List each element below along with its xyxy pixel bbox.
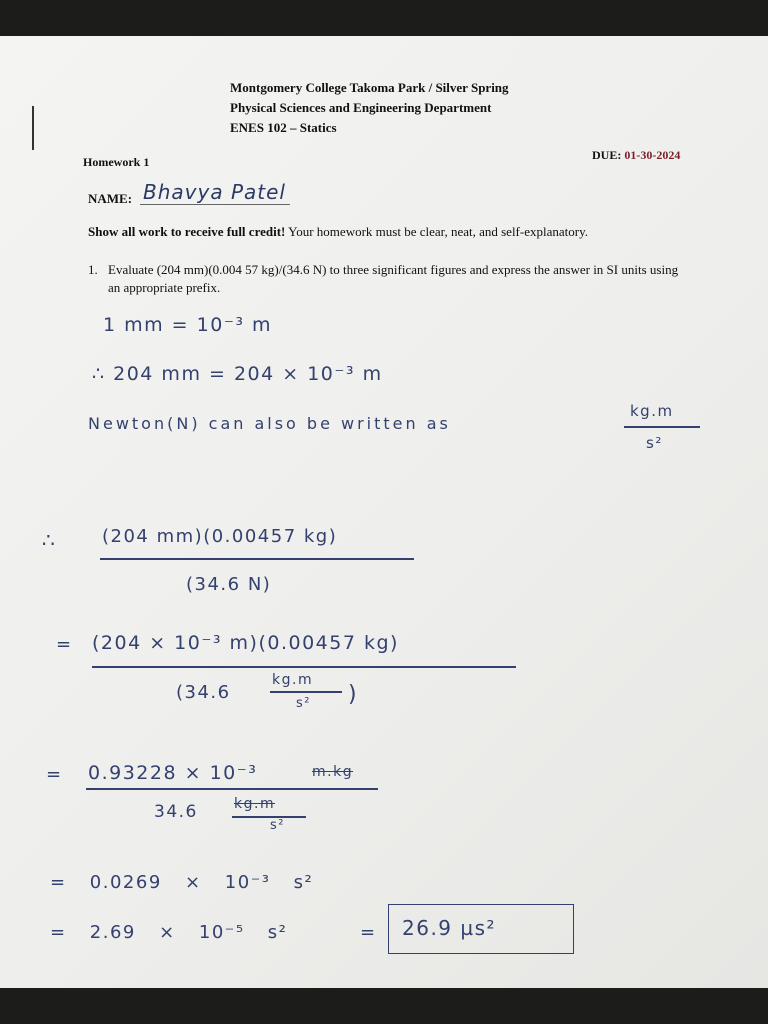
fraction1-numerator: (204 mm)(0.00457 kg) (102, 526, 338, 547)
newton-fraction-bar (624, 426, 700, 428)
fraction3-denominator-units-denominator: s² (270, 818, 285, 833)
college-name: Montgomery College Takoma Park / Silver Spring (230, 80, 509, 95)
question-text: Evaluate (204 mm)(0.004 57 kg)/(34.6 N) to three significant figures and express the answer in SI units using an appropriate prefix. (108, 262, 679, 295)
pen-mark (32, 106, 34, 150)
homework-title: Homework 1 (83, 155, 150, 169)
fraction2-numerator: (204 × 10⁻³ m)(0.00457 kg) (92, 632, 399, 654)
name-underline (140, 204, 290, 205)
newton-units-denominator: s² (646, 434, 663, 452)
fraction2-denominator-close: ) (348, 682, 359, 707)
work-line-converted: ∴ 204 mm = 204 × 10⁻³ m (92, 363, 383, 385)
fraction3-units-bar (232, 816, 306, 818)
document-header (230, 78, 509, 138)
final-answer: 26.9 µs² (402, 916, 497, 940)
instructions-rest: Your homework must be clear, neat, and self-explanatory. (285, 224, 588, 239)
fraction1-denominator: (34.6 N) (186, 574, 272, 595)
homework-sheet (0, 36, 768, 988)
instructions (88, 224, 588, 240)
final-equals: = (360, 922, 377, 943)
due-label: DUE: (592, 148, 622, 162)
fraction3-denominator: 34.6 (154, 802, 198, 822)
work-line-conversion: 1 mm = 10⁻³ m (103, 314, 273, 336)
instructions-bold: Show all work to receive full credit! (88, 224, 286, 239)
fraction2-denominator-value: (34.6 (176, 682, 231, 703)
fraction3-bar (86, 788, 378, 790)
fraction2-bar (92, 666, 516, 668)
fraction2-denominator-units-denominator: s² (296, 696, 311, 711)
fraction1-bar (100, 558, 414, 560)
fraction3-numerator: 0.93228 × 10⁻³ (88, 762, 258, 784)
name-label: NAME: (88, 191, 133, 206)
newton-units-numerator: kg.m (630, 402, 674, 420)
fraction3-denominator-units-numerator: kg.m (234, 796, 276, 812)
student-name: Bhavya Patel (143, 180, 286, 204)
therefore-symbol: ∴ (42, 528, 57, 552)
work-line-newton: Newton(N) can also be written as (88, 414, 451, 433)
fraction2-denominator-units-numerator: kg.m (272, 672, 314, 688)
department-name: Physical Sciences and Engineering Department (230, 100, 492, 115)
work-line-scientific: = 2.69 × 10⁻⁵ s² (50, 922, 288, 943)
fraction2-units-bar (270, 691, 342, 693)
question-number: 1. (88, 262, 98, 277)
fraction2-equals: = (56, 634, 73, 655)
course-name: ENES 102 – Statics (230, 120, 337, 135)
due-date (592, 148, 680, 163)
fraction3-numerator-units: m.kg (312, 764, 354, 780)
fraction3-equals: = (46, 764, 63, 785)
due-date-value: 01-30-2024 (624, 148, 681, 162)
work-line-result: = 0.0269 × 10⁻³ s² (50, 872, 314, 893)
